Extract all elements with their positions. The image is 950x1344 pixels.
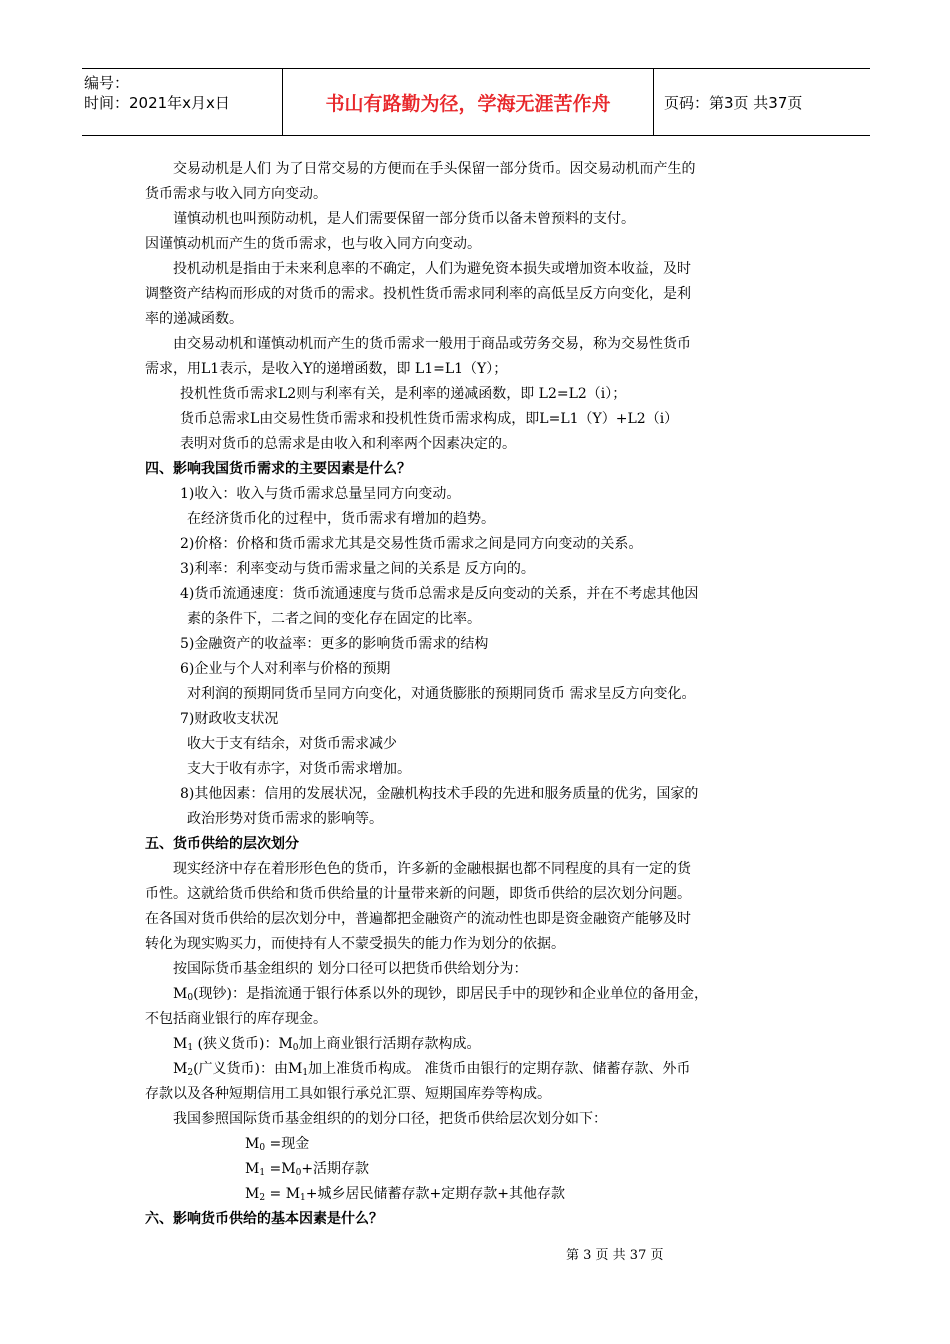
document-number-label: 编号： <box>84 74 130 92</box>
text-run: +城乡居民储蓄存款+定期存款+其他存款 <box>305 1186 565 1202</box>
list-item-continuation: 收大于支有结余，对货币需求减少 <box>187 736 397 752</box>
paragraph-line: 转化为现实购买力，而使持有人不蒙受损失的能力作为划分的依据。 <box>145 936 565 952</box>
text-run: (广义货币)：由M <box>193 1061 303 1077</box>
header-motto: 书山有路勤为径，学海无涯苦作舟 <box>325 92 611 115</box>
paragraph-line: 货币总需求L由交易性货币需求和投机性货币需求构成，即L=L1（Y）+L2（i） <box>180 411 679 427</box>
paragraph-line: 存款以及各种短期信用工具如银行承兑汇票、短期国库券等构成。 <box>145 1086 551 1102</box>
list-item-continuation: 对利润的预期同货币呈同方向变化，对通货膨胀的预期同货币 需求呈反方向变化。 <box>187 686 696 702</box>
paragraph-line: 调整资产结构而形成的对货币的需求。投机性货币需求同利率的高低呈反方向变化，是利 <box>145 286 691 302</box>
paragraph-line: 因谨慎动机而产生的货币需求，也与收入同方向变动。 <box>145 236 481 252</box>
m-symbol: M <box>245 1186 260 1202</box>
subscript: 1 <box>259 1168 266 1178</box>
subscript: 0 <box>292 1043 299 1053</box>
list-item: 5)金融资产的收益率：更多的影响货币需求的结构 <box>180 636 489 652</box>
paragraph-line: 币性。这就给货币供给和货币供给量的计量带来新的问题，即货币供给的层次划分问题。 <box>145 886 691 902</box>
subscript: 1 <box>300 1193 306 1203</box>
paragraph-line: 交易动机是人们 为了日常交易的方便而在手头保留一部分货币。因交易动机而产生的 <box>173 161 696 177</box>
page-info-text: 页码：第3页 共37页 <box>664 93 803 112</box>
subscript: 2 <box>259 1193 266 1203</box>
paragraph-line: 投机动机是指由于未来利息率的不确定，人们为避免资本损失或增加资本收益，及时 <box>173 261 691 277</box>
text-run: 加上准货币构成。 准货币由银行的定期存款、储蓄存款、外币 <box>308 1061 691 1077</box>
list-item: 6)企业与个人对利率与价格的预期 <box>180 661 391 677</box>
section-heading: 五、货币供给的层次划分 <box>145 836 299 852</box>
paragraph-line: 需求，用L1表示，是收入Y的递增函数，即 L1=L1（Y）； <box>145 361 508 377</box>
text-run: = M <box>265 1186 301 1202</box>
m-symbol: M <box>173 1061 188 1077</box>
m0-definition <box>145 982 810 1007</box>
paragraph-line: 在各国对货币供给的层次划分中，普遍都把金融资产的流动性也即是资金融资产能够及时 <box>145 911 691 927</box>
paragraph-line: 由交易动机和谨慎动机而产生的货币需求一般用于商品或劳务交易，称为交易性货币 <box>173 336 691 352</box>
text-run: (狭义货币)：M <box>193 1036 293 1052</box>
paragraph-line: 我国参照国际货币基金组织的的划分口径，把货币供给层次划分如下： <box>173 1111 607 1127</box>
m-symbol: M <box>173 986 188 1002</box>
document-date: 时间：2021年x月x日 <box>84 94 230 112</box>
paragraph-line: 率的递减函数。 <box>145 311 243 327</box>
m-symbol: M <box>173 1036 188 1052</box>
equation-m2 <box>145 1182 810 1207</box>
text-run: (现钞)：是指流通于银行体系以外的现钞，即居民手中的现钞和企业单位的备用金， <box>193 986 708 1002</box>
list-item-continuation: 支大于收有赤字，对货币需求增加。 <box>187 761 411 777</box>
equation-m1 <box>145 1157 810 1182</box>
header-meta <box>82 69 282 135</box>
page-footer <box>566 1244 663 1263</box>
paragraph-line: 谨慎动机也叫预防动机，是人们需要保留一部分货币以备未曾预料的支付。 <box>173 211 635 227</box>
text-run: +活期存款 <box>301 1161 370 1177</box>
m2-definition <box>145 1057 810 1082</box>
subscript: 0 <box>295 1168 302 1178</box>
list-item-continuation: 政治形势对货币需求的影响等。 <box>187 811 383 827</box>
paragraph-line: 表明对货币的总需求是由收入和利率两个因素决定的。 <box>180 436 516 452</box>
subscript: 0 <box>187 993 194 1003</box>
document-body <box>145 157 810 1232</box>
paragraph-line: 不包括商业银行的库存现金。 <box>145 1011 327 1027</box>
paragraph-line: 按国际货币基金组织的 划分口径可以把货币供给划分为： <box>173 961 528 977</box>
paragraph-line: 投机性货币需求L2则与利率有关，是利率的递减函数，即 L2=L2（i）； <box>180 386 627 402</box>
list-item: 7)财政收支状况 <box>180 711 279 727</box>
subscript: 1 <box>302 1068 309 1078</box>
page-header <box>82 68 870 136</box>
list-item: 8)其他因素：信用的发展状况，金融机构技术手段的先进和服务质量的优劣，国家的 <box>180 786 699 802</box>
section-heading: 四、影响我国货币需求的主要因素是什么？ <box>145 461 411 477</box>
list-item: 2)价格：价格和货币需求尤其是交易性货币需求之间是同方向变动的关系。 <box>180 536 643 552</box>
list-item-continuation: 在经济货币化的过程中，货币需求有增加的趋势。 <box>187 511 495 527</box>
subscript: 1 <box>187 1043 194 1053</box>
equation-m0 <box>145 1132 810 1157</box>
text-run: 加上商业银行活期存款构成。 <box>298 1036 481 1052</box>
m-symbol: M <box>245 1161 260 1177</box>
footer-page-number: 第 3 页 共 37 页 <box>566 1248 664 1263</box>
m1-definition <box>145 1032 810 1057</box>
paragraph-line: 现实经济中存在着形形色色的货币，许多新的金融根据也都不同程度的具有一定的货 <box>173 861 691 877</box>
list-item: 4)货币流通速度：货币流通速度与货币总需求是反向变动的关系，并在不考虑其他因 <box>180 586 699 602</box>
list-item-continuation: 素的条件下，二者之间的变化存在固定的比率。 <box>187 611 481 627</box>
header-page-info <box>654 69 870 135</box>
list-item: 1)收入：收入与货币需求总量呈同方向变动。 <box>180 486 461 502</box>
subscript: 0 <box>259 1143 266 1153</box>
list-item: 3)利率：利率变动与货币需求量之间的关系是 反方向的。 <box>180 561 535 577</box>
m-symbol: M <box>245 1136 260 1152</box>
subscript: 2 <box>187 1068 194 1078</box>
section-heading: 六、影响货币供给的基本因素是什么？ <box>145 1211 383 1227</box>
text-run: =现金 <box>265 1136 310 1152</box>
header-motto-cell <box>282 69 654 135</box>
paragraph-line: 货币需求与收入同方向变动。 <box>145 186 327 202</box>
text-run: =M <box>265 1161 296 1177</box>
